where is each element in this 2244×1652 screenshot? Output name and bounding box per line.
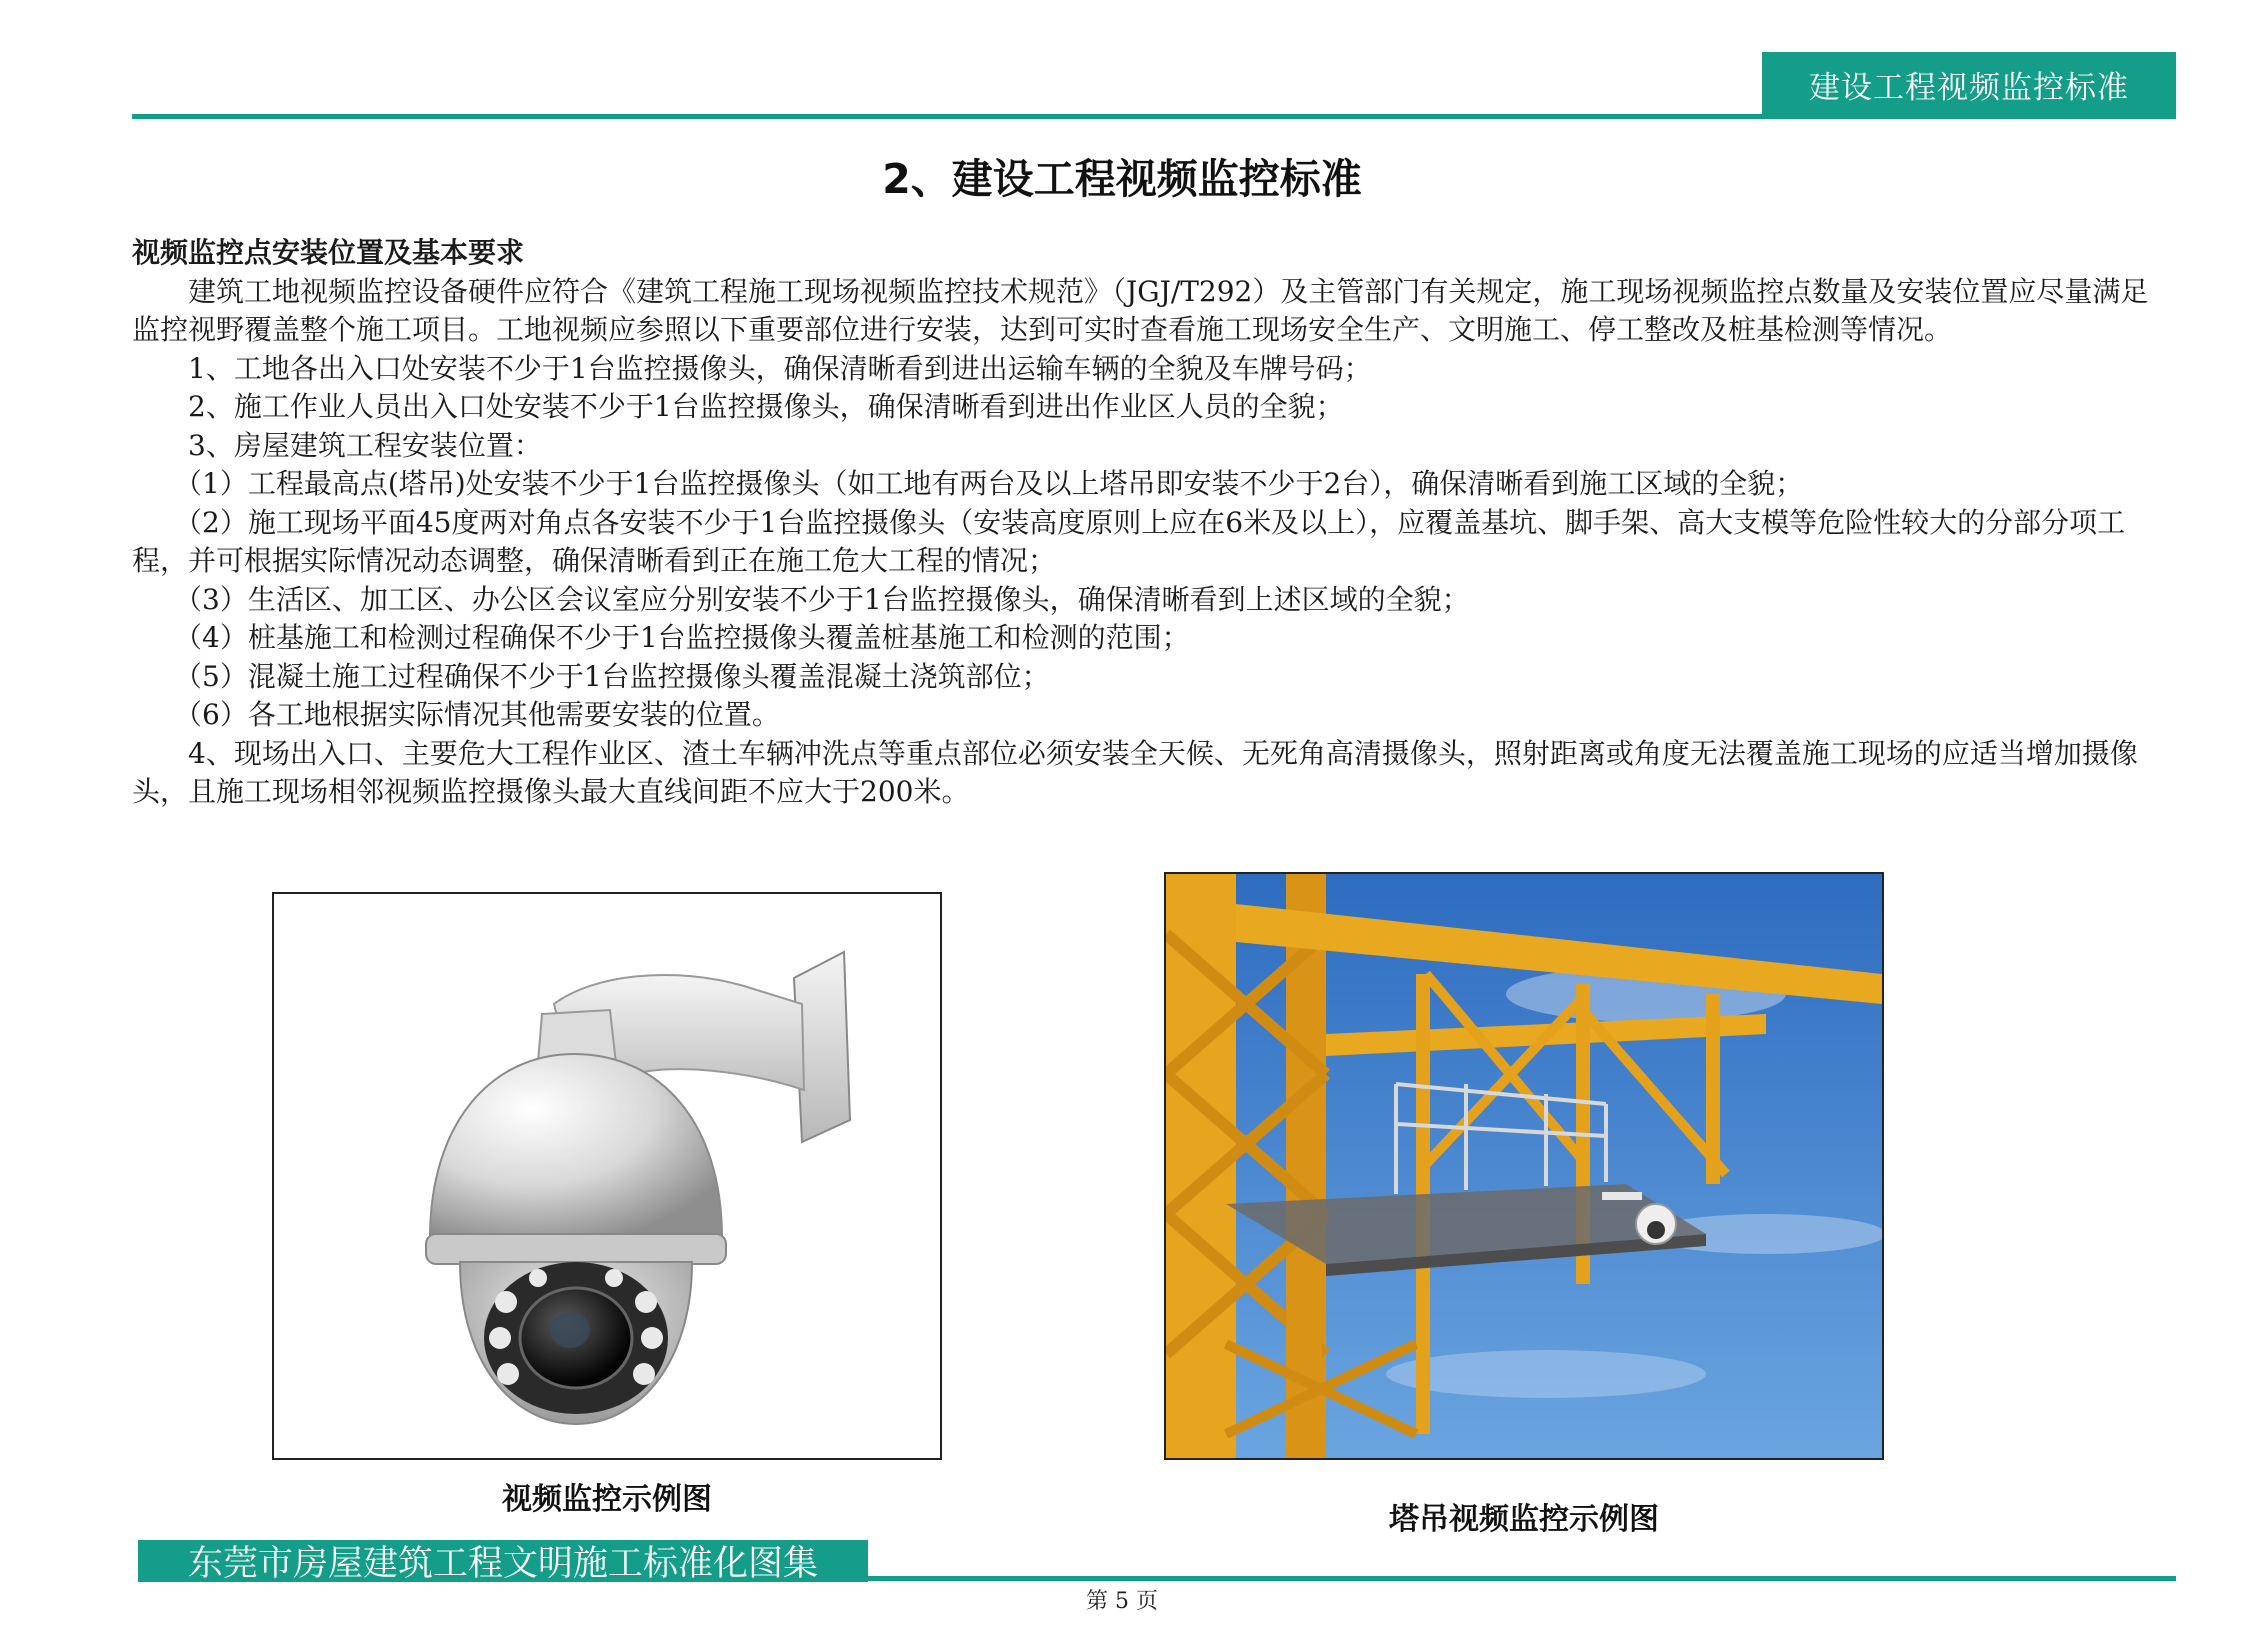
list-item-2: 2、施工作业人员出入口处安装不少于1台监控摄像头，确保清晰看到进出作业区人员的全貌； [188,390,1344,423]
section-heading: 视频监控点安装位置及基本要求 [132,236,525,269]
sub-item-6: （6）各工地根据实际情况其他需要安装的位置。 [174,698,780,731]
sub-item-4: （4）桩基施工和检测过程确保不少于1台监控摄像头覆盖桩基施工和检测的范围； [174,621,1190,654]
body-text [132,234,2176,812]
sub-item-5: （5）混凝土施工过程确保不少于1台监控摄像头覆盖混凝土浇筑部位； [174,659,1050,693]
footer-badge: 东莞市房屋建筑工程文明施工标准化图集 [138,1540,868,1582]
dome-camera-photo [272,892,942,1460]
page-number: 第 5 页 [1086,1589,1158,1614]
header-rule [132,114,2176,119]
header-badge: 建设工程视频监控标准 [1762,52,2176,116]
sub-item-3: （3）生活区、加工区、办公区会议室应分别安装不少于1台监控摄像头，确保清晰看到上述区域的全貌； [174,582,1470,616]
sub-item-1: （1）工程最高点(塔吊)处安装不少于1台监控摄像头（如工地有两台及以上塔吊即安装不少于2台），确保清晰看到施工区域的全貌； [174,467,1804,500]
page-title: 2、建设工程视频监控标准 [882,155,1362,203]
list-item-3: 3、房屋建筑工程安装位置： [188,428,542,462]
tower-crane-caption: 塔吊视频监控示例图 [1389,1502,1659,1537]
list-item-1: 1、工地各出入口处安装不少于1台监控摄像头，确保清晰看到进出运输车辆的全貌及车牌号码； [188,351,1372,385]
list-item-4: 4、现场出入口、主要危大工程作业区、渣土车辆冲洗点等重点部位必须安装全天候、无死角高清摄像头，照射距离或角度无法覆盖施工现场的应适当增加摄像头，且施工现场相邻视频监控摄像头最大直线间距不应大于200米。 [132,736,2138,808]
intro-paragraph: 建筑工地视频监控设备硬件应符合《建筑工程施工现场视频监控技术规范》（JGJ/T292）及主管部门有关规定，施工现场视频监控点数量及安装位置应尽量满足监控视野覆盖整个施工项目。工地视频应参照以下重要部位进行安装，达到可实时查看施工现场安全生产、文明施工、停工整改及桩基检测等情况。 [132,274,2149,346]
sub-item-2: （2）施工现场平面45度两对角点各安装不少于1台监控摄像头（安装高度原则上应在6米及以上），应覆盖基坑、脚手架、高大支模等危险性较大的分部分项工程，并可根据实际情况动态调整，确保清晰看到正在施工危大工程的情况； [132,505,2126,577]
tower-crane-photo [1164,872,1884,1460]
dome-camera-caption: 视频监控示例图 [502,1482,712,1517]
